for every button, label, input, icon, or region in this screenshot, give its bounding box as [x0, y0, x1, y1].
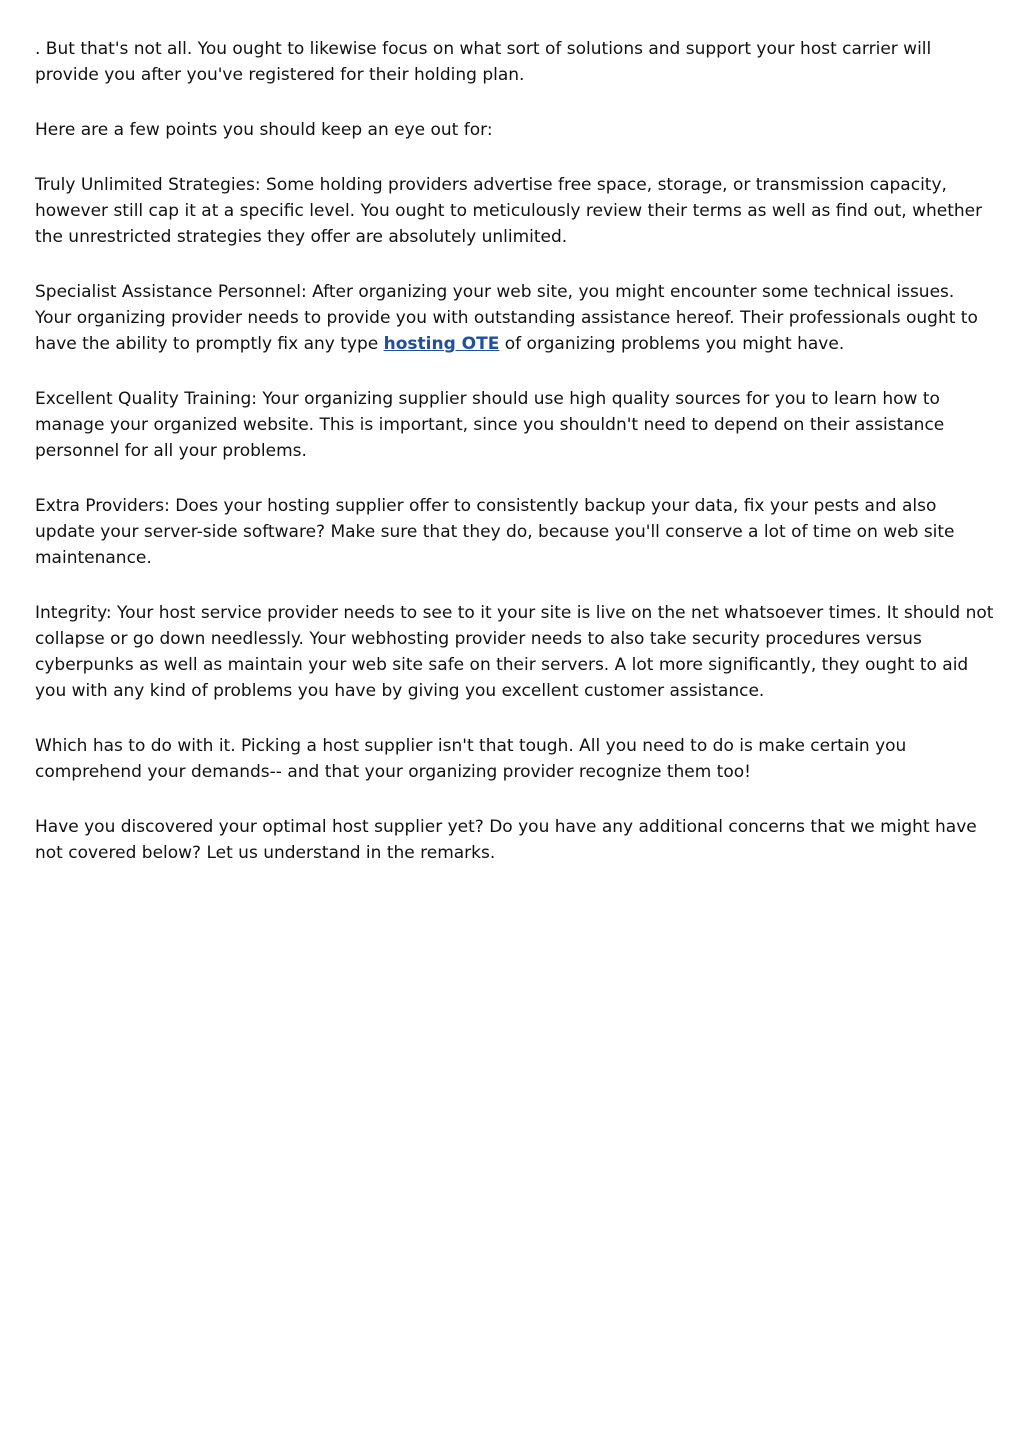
paragraph-integrity: Integrity: Your host service provider needs to see to it your site is live on the net whatsoever times. It should not collapse or go down needlessly. Your webhosting provider needs to also take security procedures versus cyberpunks as well as maintain your web site safe on their servers. A lot more significantly, they ought to aid you with any kind of problems you have by giving you excellent customer assistance.: [35, 603, 994, 701]
paragraph-extra-providers: Extra Providers: Does your hosting supplier offer to consistently backup your data, fix your pests and also update your server-side software? Make sure that they do, because you'll conserve a lot of time on web site maintenance.: [35, 496, 955, 568]
document-body: [35, 36, 995, 895]
paragraph-quality-training: Excellent Quality Training: Your organizing supplier should use high quality sources for you to learn how to manage your organized website. This is important, since you shouldn't need to depend on their assistance personnel for all your problems.: [35, 389, 945, 461]
paragraph-conclusion: Which has to do with it. Picking a host supplier isn't that tough. All you need to do is make certain you comprehend your demands-- and that your organizing provider recognize them too!: [35, 736, 907, 782]
paragraph-text-before-link: Specialist Assistance Personnel: After organizing your web site, you might encounter some technical issues. Your organizing provider needs to provide you with outstanding assistance hereof. Their professionals ought to have the ability to promptly fix any type: [35, 282, 978, 354]
paragraph-question: Have you discovered your optimal host supplier yet? Do you have any additional concerns that we might have not covered below? Let us understand in the remarks.: [35, 817, 977, 863]
paragraph-intro: . But that's not all. You ought to likewise focus on what sort of solutions and support your host carrier will provide you after you've registered for their holding plan.: [35, 39, 932, 85]
paragraph-unlimited-strategies: Truly Unlimited Strategies: Some holding providers advertise free space, storage, or transmission capacity, however still cap it at a specific level. You ought to meticulously review their terms as well as find out, whether the unrestricted strategies they offer are absolutely unlimited.: [35, 175, 983, 247]
paragraph-text-after-link: of organizing problems you might have.: [499, 334, 845, 354]
paragraph-points-intro: Here are a few points you should keep an eye out for:: [35, 120, 493, 140]
hosting-ote-link[interactable]: hosting OTE: [383, 334, 500, 354]
paragraph-assistance-personnel: [35, 279, 995, 357]
